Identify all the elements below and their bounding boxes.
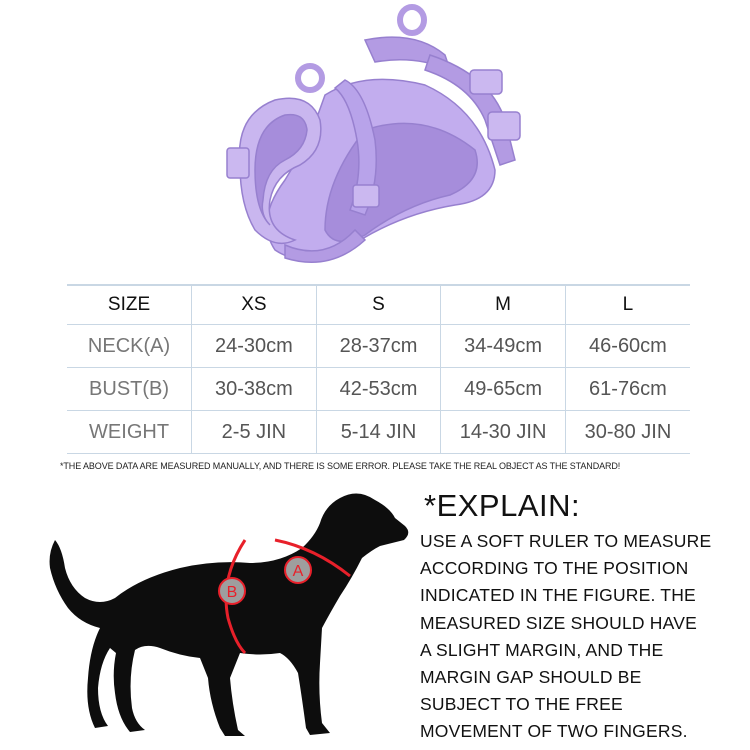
table-cell: 61-76cm xyxy=(565,368,690,411)
header-cell: S xyxy=(316,285,441,325)
explain-line: MARGIN GAP SHOULD BE xyxy=(420,667,642,688)
table-cell: 30-38cm xyxy=(192,368,317,411)
marker-b xyxy=(219,578,245,604)
header-cell: L xyxy=(565,285,690,325)
table-cell: 2-5 JIN xyxy=(192,411,317,454)
explain-line: MOVEMENT OF TWO FINGERS. xyxy=(420,721,688,742)
explain-line: A SLIGHT MARGIN, AND THE xyxy=(420,639,664,660)
marker-a xyxy=(285,557,311,583)
table-header-row xyxy=(67,285,690,325)
table-cell: 49-65cm xyxy=(441,368,566,411)
explain-line: USE A SOFT RULER TO MEASURE xyxy=(420,531,712,551)
header-cell: M xyxy=(441,285,566,325)
row-label: WEIGHT xyxy=(67,411,192,454)
header-cell: SIZE xyxy=(67,285,192,325)
explain-title: *EXPLAIN: xyxy=(424,488,581,523)
table-cell: 30-80 JIN xyxy=(565,411,690,454)
row-label: BUST(B) xyxy=(67,368,192,411)
explain-line: MEASURED SIZE SHOULD HAVE xyxy=(420,612,697,633)
measurement-disclaimer: *THE ABOVE DATA ARE MEASURED MANUALLY, AND THERE IS SOME ERROR. PLEASE TAKE THE REAL OBJECT AS THE STANDARD! xyxy=(60,461,621,471)
table-row xyxy=(67,325,690,368)
table-cell: 24-30cm xyxy=(192,325,317,368)
explain-line: ACCORDING TO THE POSITION xyxy=(420,558,689,579)
table-cell: 28-37cm xyxy=(316,325,441,368)
table-cell: 42-53cm xyxy=(316,368,441,411)
table-cell: 5-14 JIN xyxy=(316,411,441,454)
svg-text:B: B xyxy=(226,584,238,601)
table-row xyxy=(67,411,690,454)
svg-text:A: A xyxy=(292,563,304,580)
table-cell: 14-30 JIN xyxy=(441,411,566,454)
harness-product-image xyxy=(215,0,535,275)
dog-measurement-figure xyxy=(40,478,420,743)
explain-body xyxy=(420,528,730,746)
explain-line: SUBJECT TO THE FREE xyxy=(420,694,623,715)
table-cell: 34-49cm xyxy=(441,325,566,368)
header-cell: XS xyxy=(192,285,317,325)
explain-line: INDICATED IN THE FIGURE. THE xyxy=(420,585,696,606)
row-label: NECK(A) xyxy=(67,325,192,368)
table-row xyxy=(67,368,690,411)
size-chart-table xyxy=(67,284,690,454)
table-cell: 46-60cm xyxy=(565,325,690,368)
